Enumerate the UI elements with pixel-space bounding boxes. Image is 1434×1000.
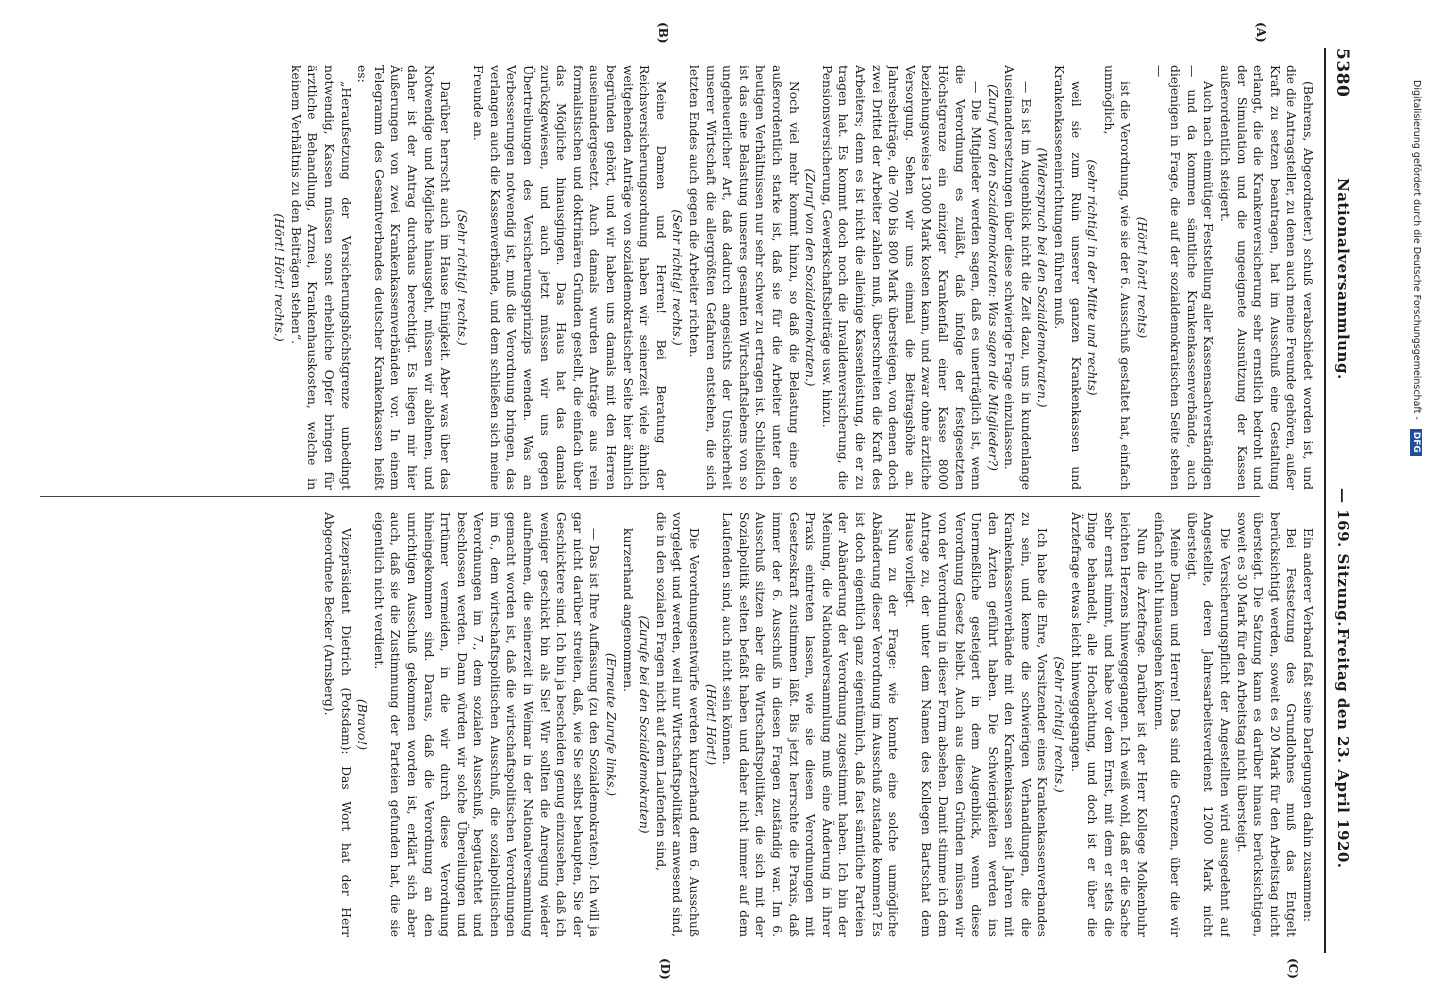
paragraph: Nun zu der Frage: wie konnte eine solche unmögliche Abänderung dieser Verordnung im Ausschuß zustande kommen? Es ist doch eigentlich ganz eigentümlich, daß fast sämtliche Parteien der Abänderung der Verordnung zugestimmt haben. Ich bin der Meinung, die Nationalversammlung muß eine Änderung in ihrer Praxis eintreten lassen, wie sie diesen Verordnungen mit Gesetzeskraft zustimmen läßt. Bis jetzt herrschte die Praxis, daß immer der 6. Ausschuß in diesen Fragen zuständig war. Im 6. Ausschuß sitzen aber die Wirtschaftspolitiker, die sich mit der Sozialpolitik selten befaßt haben und daher nicht immer auf dem Laufenden sind, auch nicht sein können. — [720, 512, 901, 937]
header-sitting: — 169. Sitzung. — [1334, 488, 1352, 627]
interjection: (Widerspruch bei den Sozialdemokraten.) — [1035, 147, 1050, 408]
paragraph: Ein anderer Verband faßt seine Darlegungen dahin zusammen: — [1301, 528, 1315, 923]
interjection: (Sehr richtig! rechts.) — [670, 209, 685, 346]
paragraph: Meine Damen und Herren! Das sind die Grenzen, über die wir einfach nicht hinausgehen können. — [1151, 512, 1183, 937]
paragraph: Auch nach einmütiger Feststellung aller Kassensachverständigen — und da kommen sämtliche Krankenkassenverbände, auch diejenigen in Frage, die auf der sozialdemokratischen Seite stehen — — [1151, 65, 1216, 490]
digitization-stamp — [1404, 80, 1422, 940]
page-header — [1324, 48, 1362, 953]
interjection: (Zuruf von den Sozialdemokraten.) — [803, 168, 818, 387]
interjection: (Bravo!) — [355, 698, 370, 751]
stamp-text: Digitalisierung gefördert durch die Deutsche Forschungsgemeinschaft - — [1411, 80, 1422, 420]
paragraph: Die Versicherungspflicht der Angestellten wird ausgedehnt auf Angestellte, deren Jahresarbeitsverdienst 12000 Mark nicht übersteigt. — [1184, 512, 1233, 937]
interjection: (Zurufe bei den Sozialdemokraten) — [637, 615, 652, 834]
paragraph: Vizepräsident Dietrich (Potsdam): Das Wort hat der Herr Abgeordnete Becker (Arnsberg). — [321, 512, 353, 937]
interjection: (Hört! Hört!) — [703, 683, 718, 766]
paragraph: Meine Damen und Herren! Bei Beratung der Reichsversicherungsordnung haben wir seinerzeit viele ähnlich weitgehenden Anträge von sozialdemokratischer Seite hier ähnlich begründen gehört, und wir haben uns damals mit den Herren auseinandergesetzt. Auch damals wurden Anträge aus rein formalistischen und doktrinären Gründen gestellt, die einfach über das Mögliche hinausgingen. Das Haus hat das damals zurückgewiesen, und auch jetzt müssen wir uns gegen Übertreibungen des Versicherungsprinzips wenden. Was an Verbesserungen notwendig ist, muß die Verordnung bringen, das verlangen auch die Kassenverbände, und dem schließen sich meine Freunde an. — [471, 65, 668, 490]
margin-marker-a: (A) — [1254, 22, 1268, 43]
column-divider — [40, 496, 1260, 497]
interjection: (Erneute Zurufe links.) — [604, 652, 619, 797]
paragraph: (Behrens, Abgeordneter.) schuß verabschiedet worden ist, und die die Antragsteller, zu denen auch meine Freunde gehören, außer Kraft zu setzen beantragen, hat im Ausschuß eine Gestaltung erlangt, die die Krankenversicherung sehr ernstlich bedroht und der Simulation und die ungeeignete Ausnützung der Kassen außerordentlich steigert. — [1218, 65, 1315, 490]
margin-marker-c: (C) — [1286, 958, 1300, 979]
paragraph: — Es ist im Augenblick nicht die Zeit dazu, uns in kundenlange Auseinandersetzungen über diese schwierige Frage einzulassen. — [1002, 65, 1033, 490]
paragraph: Nun die Ärztefrage. Darüber ist der Herr Kollege Molkenbuhr leichten Herzens hinweggegangen. Ich weiß wohl, daß er die Sache sehr ernst nimmt, und habe vor dem Ernst, mit dem er stets die Dinge behandelt, alle Hochachtung, und doch ist er über die Ärztefrage etwas leicht hinweggegangen. — [1068, 512, 1150, 937]
interjection: (Hört! hört! rechts) — [1135, 216, 1150, 339]
paragraph: — Die Mitglieder werden sagen, daß es unerträglich ist, wenn die Verordnung es zuläßt, daß infolge der festgesetzten Höchstgrenze ein einziger Krankenfall einer Kasse 8000 beziehungsweise 13000 Mark kosten kann, und zwar ohne ärztliche Versorgung. Sehen wir uns einmal die Beitragshöhe an. Jahresbeiträge, die 700 bis 800 Mark übersteigen, von denen doch zwei Drittel der Arbeiter zahlen muß, überschreiten die Kraft des Arbeiters; denn es ist nicht die alleinige Kassenleistung, die er zu tragen hat. Es kommt doch noch die Invalidenversicherung, die Pensionsversicherung, Gewerkschaftsbeiträge usw. hinzu. — [819, 65, 984, 490]
header-title: Nationalversammlung. — [1334, 178, 1352, 380]
interjection: (Zuruf von den Sozialdemokraten: Was sagen die Mitglieder?) — [985, 84, 1000, 471]
paragraph: „Heraufsetzung der Versicherungshöchstgrenze unbedingt notwendig, Kassen müssen sonst erhebliche Opfer bringen für ärztliche Behandlung, Arznei, Krankenhauskosten, welche in keinem Verhältnis zu den Beiträgen stehen“. — [288, 65, 353, 490]
paragraph: ist die Verordnung, wie sie der 6. Ausschuß gestaltet hat, einfach unmöglich, — [1101, 65, 1133, 490]
page-number: 5380 — [1332, 48, 1352, 98]
paragraph: Bei Festsetzung des Grundlohnes muß das Entgelt berücksichtigt werden, soweit es 20 Mark für den Arbeitstag nicht übersteigt. Die Satzung kann es darüber hinaus berücksichtigen, soweit es 30 Mark für den Arbeitstag nicht übersteigt. — [1234, 512, 1299, 937]
header-date: Freitag den 23. April 1920. — [1334, 628, 1352, 869]
margin-marker-d: (D) — [658, 958, 672, 980]
paragraph: Die Verordnungsentwürfe werden kurzerhand dem 6. Ausschuß vorgelegt und werden, weil nur Wirtschaftspolitiker anwesend sind, die in den sozialen Fragen nicht auf dem Laufenden sind, — [653, 512, 702, 937]
paragraph: kurzerhand angenommen. — [620, 528, 635, 692]
paragraph: weil sie zum Ruin unserer ganzen Krankenkassen und Krankenkasseneinrichtungen führen muß. — [1052, 65, 1083, 490]
paragraph: Ich habe die Ehre, Vorsitzender eines Krankenkassenverbandes zu sein, und kenne die schwierigen Verhandlungen, die die Krankenkassenverbände mit den Krankenkassen seit Jahren mit den Ärzten geführt haben. Die Schwierigkeiten werden ins Unermeßliche gesteigert in dem Augenblick, wenn diese Verordnung Gesetz bleibt. Auch aus diesen Gründen müssen wir von der Verordnung in dieser Form absehen. Damit stimme ich dem Antrage zu, der unter dem Namen des Kollegen Bartschat dem Hause vorliegt. — [902, 512, 1050, 937]
paragraph: — Das ist Ihre Auffassung (zu den Sozialdemokraten). Ich will ja gar nicht darüber streiten, daß, wie Sie selbst behaupten, Sie der Geschicktere sind. Ich bin ja bescheiden genug einzusehen, daß ich weniger geschickt bin als Sie! Wir sollten die Anregung wieder aufnehmen, die seinerzeit in Weimar in der Nationalversammlung gemacht worden ist, daß die wirtschaftspolitischen Verordnungen im 6., dem wirtschaftspolitischen Ausschuß, die sozialpolitischen Verordnungen im 7., dem sozialen Ausschuß, begutachtet und beschlossen werden. Dann würden wir solche Übereilungen und Irrtümer vermeiden, in die wir durch diese Verordnung hineingekommen sind. Daraus, daß die Verordnung an den unrichtigen Ausschuß gekommen worden ist, erklärt sich aber auch, daß sie die Zustimmung der Parteien gefunden hat, die sie eigentlich nicht verdient. — [371, 512, 602, 937]
interjection: (Sehr richtig! rechts.) — [1052, 656, 1067, 793]
right-text-column — [41, 512, 1316, 937]
margin-marker-b: (B) — [656, 22, 670, 44]
paragraph: Noch viel mehr kommt hinzu, so daß die Belastung eine so außerordentlich starke ist, daß sie für die Arbeiter unter den heutigen Verhältnissen nur sehr schwer zu ertragen ist. Schließlich ist das eine Belastung unseres gesamten Wirtschaftslebens von so ungeheuerlicher Art, daß dadurch angesichts der Unsicherheit unserer Wirtschaft die allergrößten Gefahren entstehen, die sich letzten Endes auch gegen die Arbeiter richten. — [687, 65, 801, 490]
paragraph: Darüber herrscht auch im Hause Einigkeit. Aber was über das Notwendige und Mögliche hinausgeht, müssen wir ablehnen, und daher ist der Antrag durchaus berechtigt. Es liegen mir hier Äußerungen von zwei Krankenkassenverbänden vor. In einem Telegramm des Gesamtverbandes deutscher Krankenkassen heißt es: — [355, 65, 453, 490]
left-text-column — [41, 65, 1316, 490]
interjection: (Hört! Hört! rechts.) — [272, 213, 287, 342]
interjection: (Sehr richtig! rechts.) — [454, 209, 469, 346]
dfg-logo: DFG — [1410, 429, 1422, 456]
interjection: (sehr richtig! in der Mitte und rechts) — [1085, 159, 1100, 396]
